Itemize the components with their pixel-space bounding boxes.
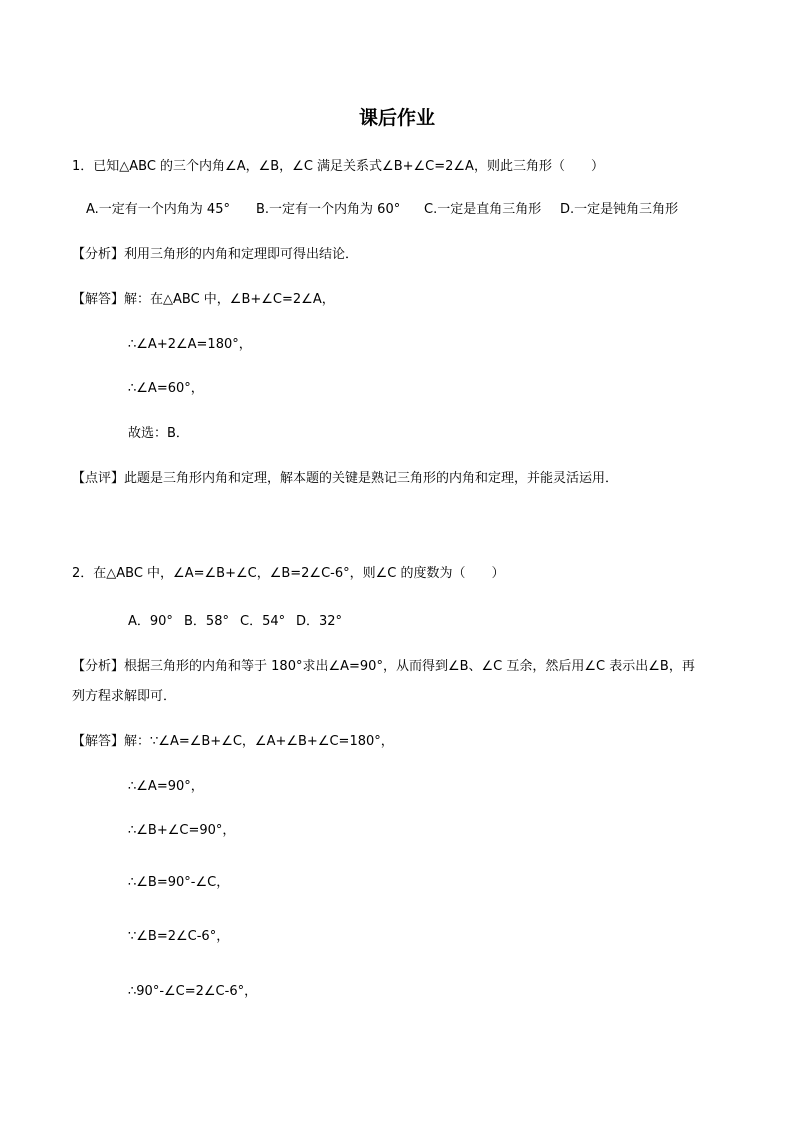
q1-solution-tag: 【解答】 <box>72 292 125 307</box>
q2-option-d: D．32° <box>296 614 343 629</box>
q2-analysis-tag: 【分析】 <box>72 659 125 674</box>
q2-analysis-text-1: 根据三角形的内角和等于 180°求出∠A=90°，从而得到∠B、∠C 互余，然后用∠C 表示出∠B，再 <box>124 659 695 674</box>
q1-option-d: D.一定是钝角三角形 <box>560 202 679 217</box>
q1-solution-line-2: ∴∠A+2∠A=180°， <box>128 337 252 352</box>
q1-analysis <box>72 246 358 264</box>
page-title: 课后作业 <box>358 107 435 129</box>
q2-option-b: B．58° <box>184 614 229 629</box>
q1-option-c: C.一定是直角三角形 <box>424 202 542 217</box>
q1-solution-line-4: 故选：B． <box>128 426 189 441</box>
q2-solution <box>72 733 394 751</box>
q2-analysis <box>72 658 695 676</box>
q1-comment-tag: 【点评】 <box>72 471 125 486</box>
q1-comment-text: 此题是三角形内角和定理，解本题的关键是熟记三角形的内角和定理，并能灵活运用． <box>124 471 619 486</box>
q2-solution-line-6: ∴90°-∠C=2∠C-6°， <box>128 984 258 999</box>
q2-solution-line-3: ∴∠B+∠C=90°， <box>128 823 236 838</box>
q2-solution-line-5: ∵∠B=2∠C-6°， <box>128 929 230 944</box>
q1-comment <box>72 470 618 488</box>
q2-option-a: A．90° <box>128 614 173 629</box>
q1-analysis-tag: 【分析】 <box>72 247 125 262</box>
q1-analysis-text: 利用三角形的内角和定理即可得出结论． <box>124 247 359 262</box>
q2-option-c: C．54° <box>240 614 286 629</box>
q2-solution-tag: 【解答】 <box>72 734 125 749</box>
q1-solution-line-1: 解：在△ABC 中，∠B+∠C=2∠A， <box>124 292 335 307</box>
q2-stem: 2．在△ABC 中，∠A=∠B+∠C，∠B=2∠C-6°，则∠C 的度数为（ ） <box>72 566 505 581</box>
q2-solution-line-1: 解：∵∠A=∠B+∠C，∠A+∠B+∠C=180°， <box>124 734 394 749</box>
q1-solution <box>72 291 335 309</box>
q2-solution-line-4: ∴∠B=90°-∠C， <box>128 875 230 890</box>
q1-options <box>86 201 678 219</box>
q1-solution-line-3: ∴∠A=60°， <box>128 381 204 396</box>
q1-option-a: A.一定有一个内角为 45° <box>86 202 230 217</box>
q2-analysis-text-2: 列方程求解即可． <box>72 689 177 704</box>
q2-options <box>128 613 342 631</box>
q1-option-b: B.一定有一个内角为 60° <box>256 202 401 217</box>
q1-stem: 1．已知△ABC 的三个内角∠A，∠B，∠C 满足关系式∠B+∠C=2∠A，则此三角形（ ） <box>72 159 604 174</box>
q2-solution-line-2: ∴∠A=90°， <box>128 779 204 794</box>
